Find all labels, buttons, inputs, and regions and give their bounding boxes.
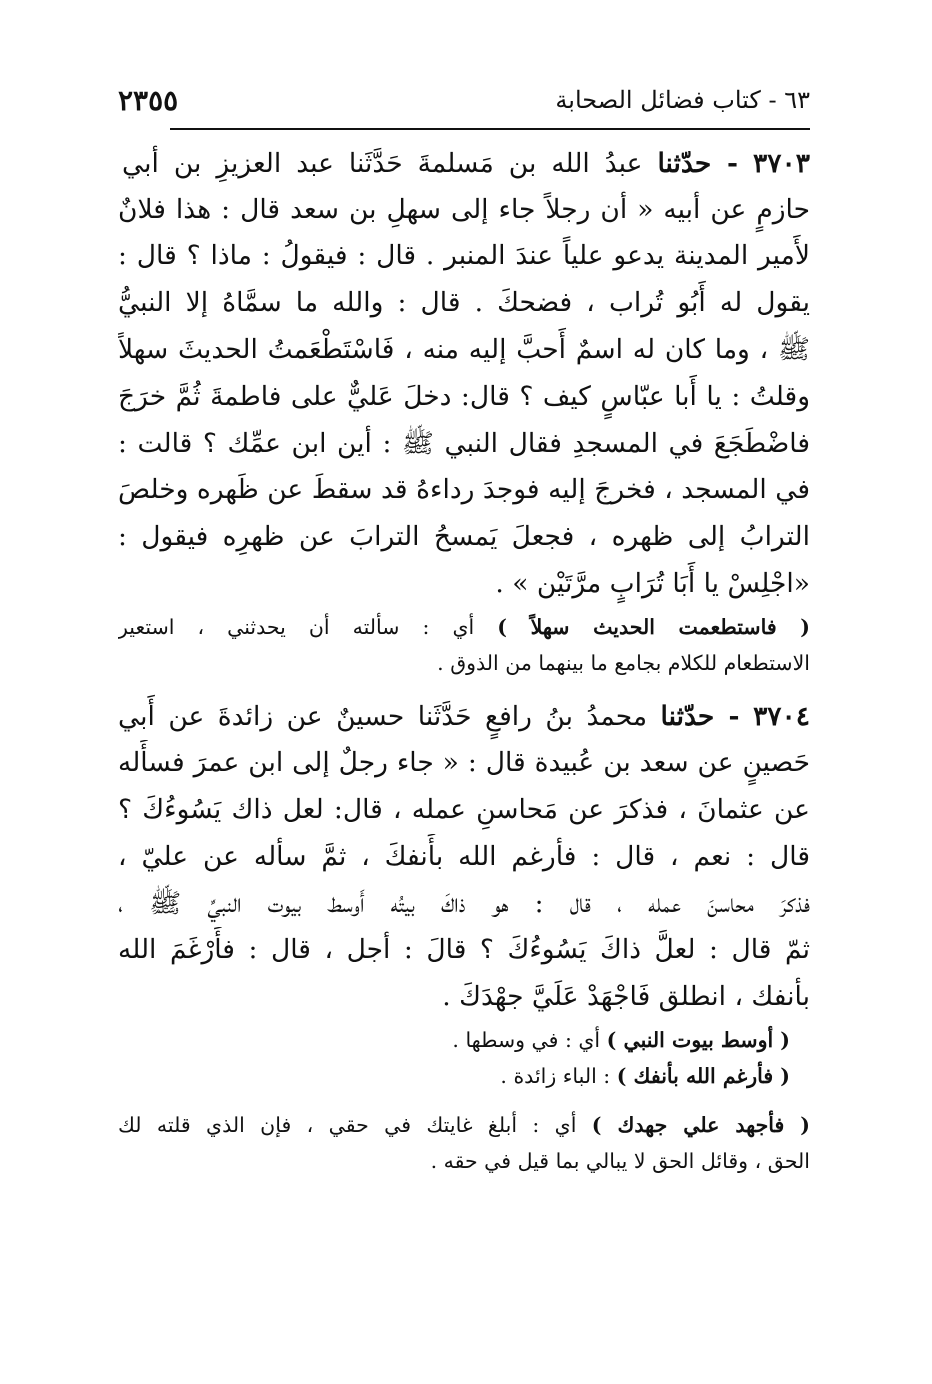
hadith-opening: - حدّثنا xyxy=(660,701,740,732)
hadith-3703-line-3: لأَمير المدينة يدعو علياً عندَ المنبر . قال : فيقولُ : ماذا ؟ قال : xyxy=(118,240,810,271)
hadith-3704-line-5: فذكرَ محاسنَ عمله ، قال : هو ذاكَ بيتُه أَوسط بيوت النبيِّ ﷺ ، xyxy=(118,888,810,919)
hadith-3703-line-6: وقلتُ : يا أَبا عبّاسٍ كيف ؟ قال: دخلَ عَليٌّ على فاطمةَ ثُمَّ خرَجَ xyxy=(118,381,810,412)
note-text: أي : أبلغ غايتك في حقي ، فإن الذي قلته لك xyxy=(118,1113,592,1137)
hadith-number: ٣٧٠٣ xyxy=(753,148,810,179)
header-divider xyxy=(170,128,810,130)
note-3703-line-2: الاستطعام للكلام بجامع ما بينهما من الذوق . xyxy=(437,651,810,675)
hadith-3704-line-4: قال : نعم ، قال : فأرغم الله بأَنفكَ ، ثمَّ سأله عن عليّ ، xyxy=(118,841,810,872)
note-3704-line-4: الحق ، وقائل الحق لا يبالي بما قيل في حقه . xyxy=(430,1149,810,1173)
hadith-3703-line-5: ﷺ ، وما كان له اسمٌ أَحبَّ إليه منه ، فَاسْتَطْعَمتُ الحديثَ سهلاً xyxy=(118,334,810,365)
hadith-3704-line-2: حَصينٍ عن سعد بن عُبيدة قال : « جاء رجلٌ إلى ابن عمرَ فسأَله xyxy=(118,747,810,778)
hadith-3703-line-1 xyxy=(122,141,810,187)
note-3703-line-1 xyxy=(118,610,810,644)
note-text: أي : في وسطها . xyxy=(452,1028,607,1052)
page-number: ٢٣٥٥ xyxy=(118,84,179,117)
hadith-text: محمدُ بنُ رافعٍ حَدَّثَنا حسينٌ عن زائدةَ عن أَبي xyxy=(118,701,648,732)
hadith-3704-line-7: بأنفك ، انطلق فَاجْهَدْ عَلَيَّ جهْدَكَ . xyxy=(442,981,810,1012)
note-term: ( أوسط بيوت النبي ) xyxy=(606,1028,790,1052)
hadith-3703-line-10: «اجْلِسْ يا أَبَا تُرَابٍ مرَّتَيْن » . xyxy=(495,568,810,599)
hadith-opening: - حدّثنا xyxy=(657,148,739,179)
hadith-3703-line-9: الترابُ إلى ظهره ، فجعلَ يَمسحُ الترابَ عن ظهرِه فيقول : xyxy=(118,521,810,552)
note-3704-line-1 xyxy=(118,1023,790,1057)
hadith-3704-line-1 xyxy=(118,694,810,740)
hadith-text: عبدُ الله بن مَسلمةَ حَدَّثَنا عبد العزيزِ بن أبي xyxy=(122,148,643,179)
note-term: ( فأرغم الله بأنفك ) xyxy=(616,1064,790,1088)
note-3704-line-3 xyxy=(118,1108,810,1142)
note-text: : الباء زائدة . xyxy=(500,1064,617,1088)
hadith-3704-line-3: عن عثمانَ ، فذكرَ عن مَحاسنِ عمله ، قال: لعل ذاك يَسُوءُكَ ؟ xyxy=(118,794,810,825)
note-text: أي : سألته أن يحدثني ، استعير xyxy=(118,615,498,639)
chapter-title: ٦٣ - كتاب فضائل الصحابة xyxy=(555,86,810,114)
hadith-number: ٣٧٠٤ xyxy=(753,701,810,732)
note-term: ( فاستطعمت الحديث سهلاً ) xyxy=(497,615,810,639)
page-header xyxy=(118,84,810,124)
hadith-3703-line-4: يقول له أَبُو تُراب ، فضحكَ . قال : والله ما سمَّاهُ إلا النبيُّ xyxy=(118,287,810,318)
note-3704-line-2 xyxy=(118,1059,790,1093)
hadith-3703-line-8: في المسجد ، فخرجَ إليه فوجدَ رداءهُ قد سقطَ عن ظَهره وخلصَ xyxy=(118,474,810,505)
hadith-3703-line-7: فاضْطَجَعَ في المسجدِ فقال النبي ﷺ : أين ابن عمِّك ؟ قالت : xyxy=(118,428,810,459)
hadith-3704-line-6: ثمّ قال : لعلَّ ذاكَ يَسُوءُكَ ؟ قالَ : أجل ، قال : فأَرْغَمَ الله xyxy=(118,934,810,965)
hadith-3703-line-2: حازمٍ عن أبيه « أن رجلاً جاء إلى سهلِ بن سعد قال : هذا فلانٌ xyxy=(118,194,810,225)
note-term: ( فأجهد علي جهدك ) xyxy=(591,1113,810,1137)
